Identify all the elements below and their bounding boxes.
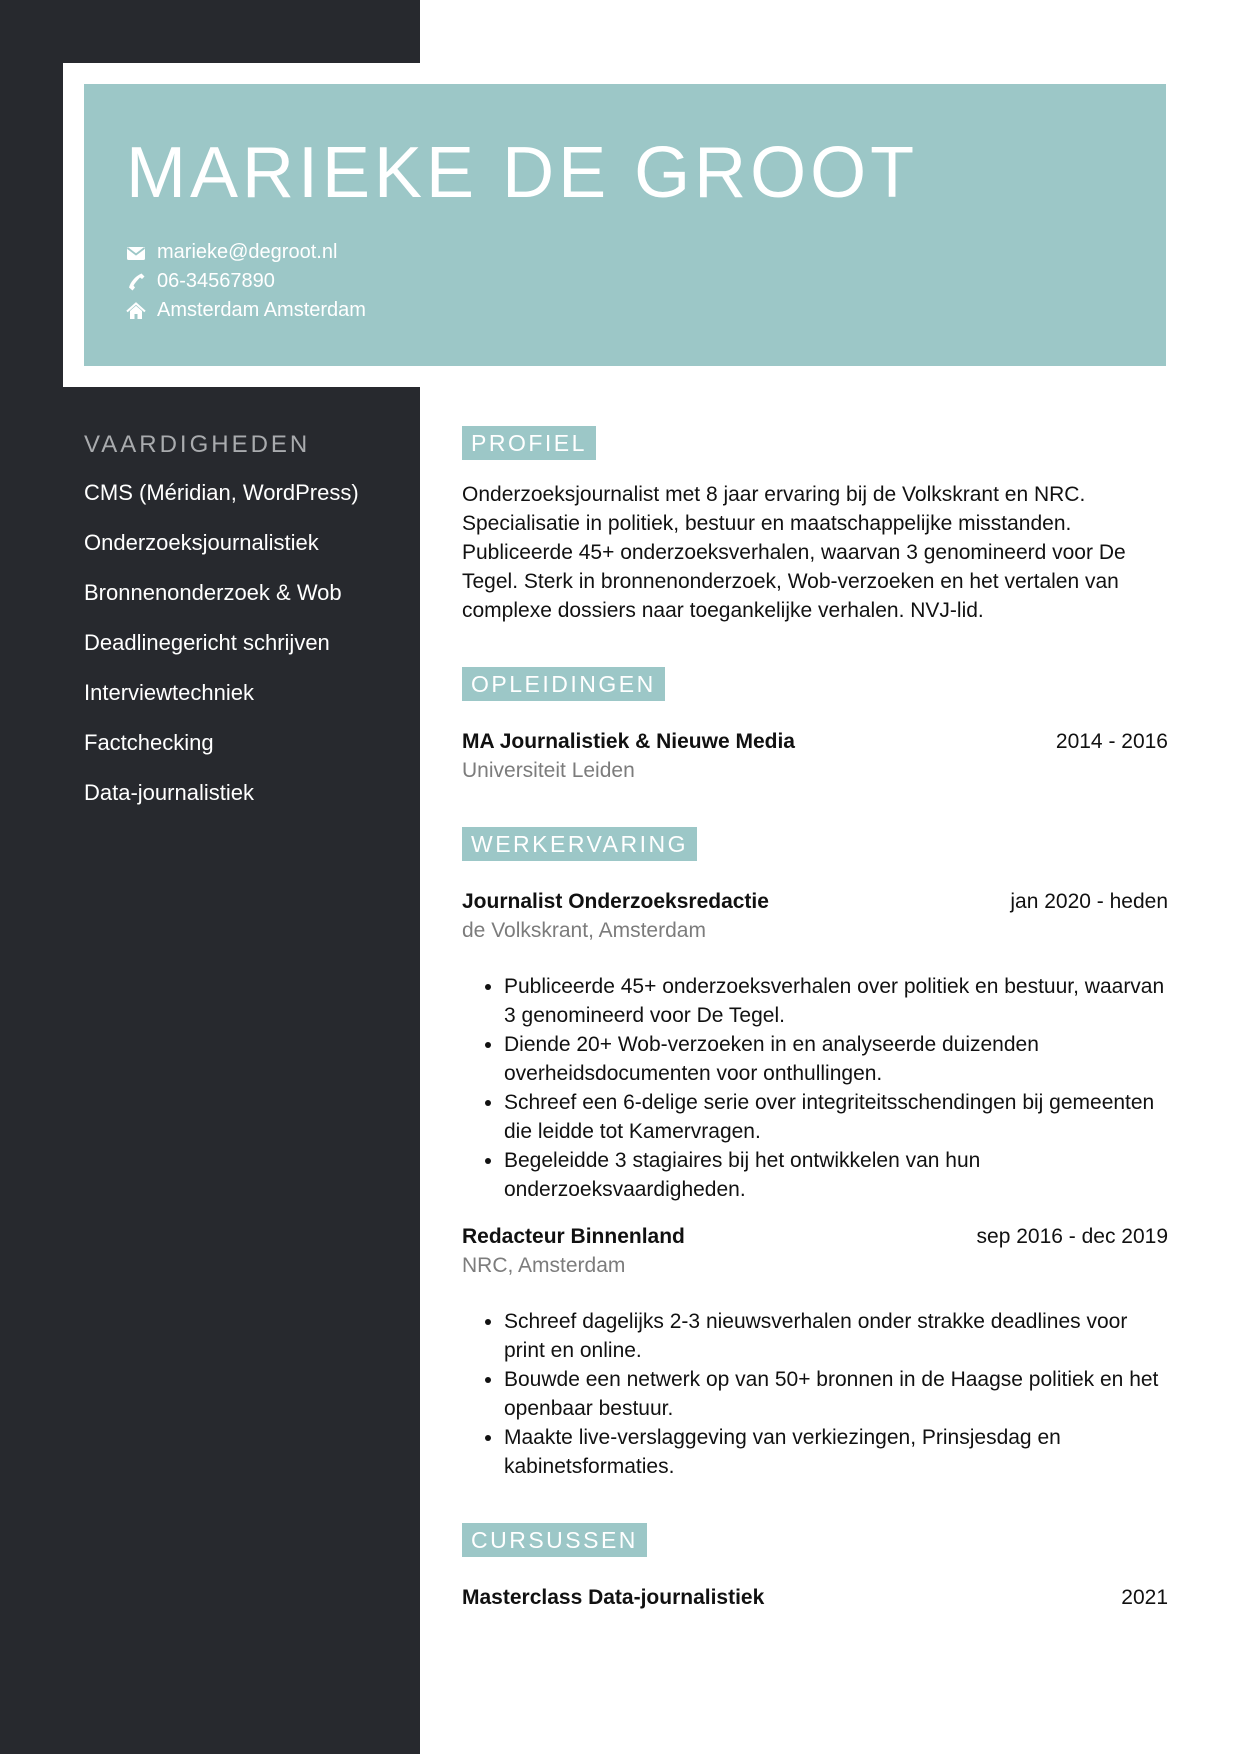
job-bullet: • Begeleidde 3 stagiaires bij het ontwikkelen van hun onderzoeksvaardigheden. — [504, 1146, 1168, 1204]
job-bullet: • Bouwde een netwerk op van 50+ bronnen in de Haagse politiek en het openbaar bestuur. — [504, 1365, 1168, 1423]
skill-item: CMS (Méridian, WordPress) — [84, 480, 359, 505]
skill-item: Deadlinegericht schrijven — [84, 630, 330, 655]
job-org: de Volkskrant, Amsterdam — [462, 919, 706, 942]
job-org: NRC, Amsterdam — [462, 1254, 626, 1277]
job-entry — [462, 1222, 1168, 1481]
job-head — [462, 887, 1168, 916]
job-bullet: • Schreef een 6-delige serie over integriteitsschendingen bij gemeenten die leidde tot Kamervragen. — [504, 1088, 1168, 1146]
school-name: Universiteit Leiden — [462, 759, 635, 782]
job-entry — [462, 887, 1168, 1204]
profile-section — [462, 426, 1168, 625]
education-title: OPLEIDINGEN — [462, 667, 665, 701]
job-dates: sep 2016 - dec 2019 — [976, 1225, 1168, 1248]
home-icon — [126, 301, 146, 321]
header — [84, 84, 1166, 366]
job-bullets — [462, 972, 1168, 1204]
email-text: marieke@degroot.nl — [157, 241, 338, 263]
envelope-icon — [126, 243, 146, 263]
skill-item: Interviewtechniek — [84, 680, 254, 705]
job-bullets — [462, 1307, 1168, 1481]
contact-email — [126, 238, 366, 267]
main-content — [462, 426, 1168, 1612]
education-entry-head — [462, 727, 1168, 756]
profile-text: Onderzoeksjournalist met 8 jaar ervaring bij de Volkskrant en NRC. Specialisatie in politiek, bestuur en maatschappelijke misstanden. Publiceerde 45+ onderzoeksverhalen, waarvan 3 genomineerd voor De Tegel. Sterk in bronnenonderzoek, Wob-verzoeken en het vertalen van complexe dossiers naar toegankelijke verhalen. NVJ-lid. — [462, 483, 1126, 622]
courses-section — [462, 1523, 1168, 1612]
contact-address — [126, 296, 366, 325]
experience-title: WERKERVARING — [462, 827, 697, 861]
job-role: Redacteur Binnenland — [462, 1225, 685, 1248]
education-entry — [462, 727, 1168, 785]
course-head — [462, 1583, 1168, 1612]
address-text: Amsterdam Amsterdam — [157, 299, 366, 321]
job-bullet: • Maakte live-verslaggeving van verkiezingen, Prinsjesdag en kabinetsformaties. — [504, 1423, 1168, 1481]
degree-dates: 2014 - 2016 — [1055, 730, 1168, 753]
job-head — [462, 1222, 1168, 1251]
degree-title: MA Journalistiek & Nieuwe Media — [462, 730, 795, 753]
candidate-name: MARIEKE DE GROOT — [126, 133, 919, 213]
skill-item: Data-journalistiek — [84, 780, 254, 805]
phone-text: 06-34567890 — [157, 270, 275, 292]
job-role: Journalist Onderzoeksredactie — [462, 890, 769, 913]
skill-item: Bronnenonderzoek & Wob — [84, 580, 342, 605]
contact-phone — [126, 267, 366, 296]
course-year: 2021 — [1121, 1586, 1168, 1609]
contact-list — [126, 238, 366, 325]
skill-item: Factchecking — [84, 730, 214, 755]
skills-section — [84, 428, 414, 826]
courses-title: CURSUSSEN — [462, 1523, 647, 1557]
course-name: Masterclass Data-journalistiek — [462, 1586, 765, 1609]
experience-section — [462, 827, 1168, 1481]
education-section — [462, 667, 1168, 785]
profile-title: PROFIEL — [462, 426, 596, 460]
job-bullet: • Publiceerde 45+ onderzoeksverhalen over politiek en bestuur, waarvan 3 genomineerd voor De Tegel. — [504, 972, 1168, 1030]
job-dates: jan 2020 - heden — [1010, 890, 1168, 913]
course-entry — [462, 1583, 1168, 1612]
job-bullet: • Diende 20+ Wob-verzoeken in en analyseerde duizenden overheidsdocumenten voor onthullingen. — [504, 1030, 1168, 1088]
phone-icon — [126, 272, 146, 292]
job-bullet: • Schreef dagelijks 2-3 nieuwsverhalen onder strakke deadlines voor print en online. — [504, 1307, 1168, 1365]
skills-title: VAARDIGHEDEN — [84, 431, 311, 458]
skill-item: Onderzoeksjournalistiek — [84, 530, 319, 555]
